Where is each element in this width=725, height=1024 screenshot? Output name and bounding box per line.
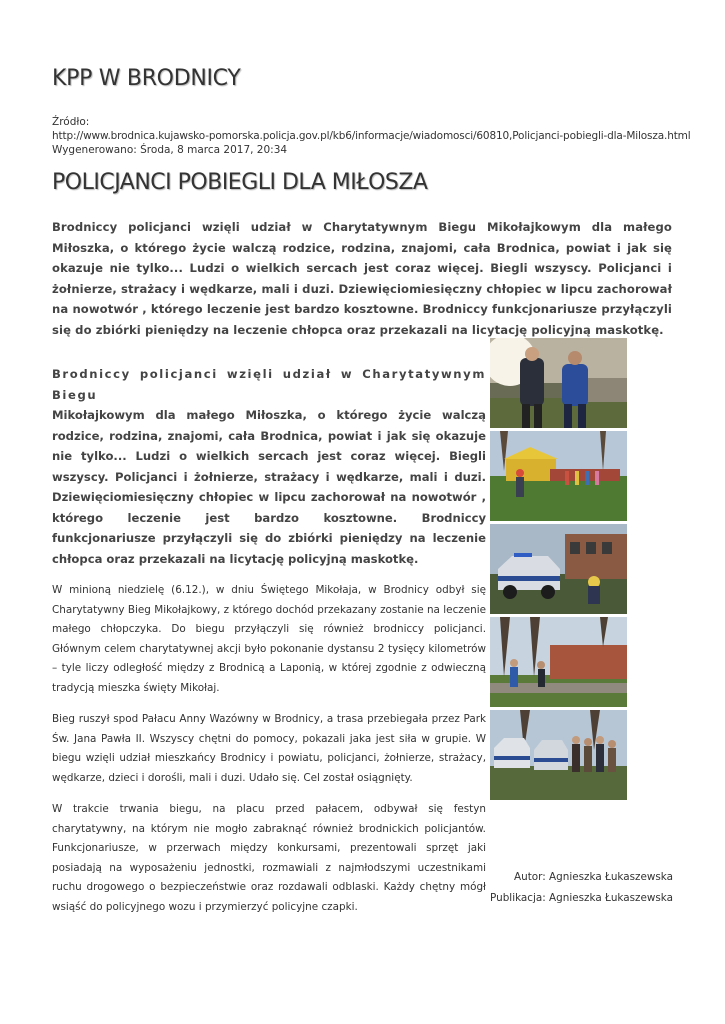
source-meta <box>52 115 691 157</box>
author: Autor: Agnieszka Łukaszewska <box>514 871 673 883</box>
article-credits <box>490 867 673 909</box>
source-label: Źródło: <box>52 116 90 128</box>
article-lead: Brodniccy policjanci wzięli udział w Charytatywnym Biegu Mikołajkowym dla małego Miłoszka, o którego życie walczą rodzice, rodzina, znajomi, cała Brodnica, powiat i jak się okazuje nie tylko... Ludzi o wielkich sercach jest coraz więcej. Biegli wszyscy. Policjanci i żołnierze, strażacy i wędkarze, mali i duzi. Dziewięciomiesięczny chłopiec w lipcu zachorował na nowotwór , którego leczenie jest bardzo kosztowne. Brodniccy funkcjonariusze przyłączyli się do zbiórki pieniędzy na leczenie chłopca oraz przekazali na licytację policyjną maskotkę. <box>52 220 672 337</box>
photo-gallery <box>490 338 627 803</box>
article-intro: Mikołajkowym dla małego Miłoszka, o którego życie walczą rodzice, rodzina, znajomi, cała Brodnica, powiat i jak się okazuje nie tylko... Ludzi o wielkich sercach jest coraz więcej. Biegli wszyscy. Policjanci i żołnierze, strażacy i wędkarze, mali i duzi. Dziewięciomiesięczny chłopiec w lipcu zachorował na nowotwór , którego leczenie jest bardzo kosztowne. Brodniccy funkcjonariusze przyłączyli się do zbiórki pieniędzy na leczenie chłopca oraz przekazali na licytację policyjną maskotkę. <box>52 408 486 566</box>
article-paragraph-1: W minioną niedzielę (6.12.), w dniu Świętego Mikołaja, w Brodnicy odbył się Charytatywny Bieg Mikołajkowy, z którego dochód przekazany zostanie na leczenie małego chłopczyka. Do biegu przyłączyli się również brodniccy policjanci. Głównym celem charytatywnej akcji było pokonanie dystansu 2 tysięcy kilometrów – tyle liczy odległość między z Brodnicą a Laponią, w której zgodnie z odwieczną tradycją mieszka święty Mikołaj. <box>52 584 486 694</box>
photo-park[interactable] <box>490 617 627 707</box>
generated-date: Wygenerowano: Środa, 8 marca 2017, 20:34 <box>52 144 288 156</box>
photo-runners[interactable] <box>490 338 627 428</box>
article-intro-first-line: Brodniccy policjanci wzięli udział w Charytatywnym Biegu <box>52 367 486 402</box>
photo-police-car[interactable] <box>490 524 627 614</box>
article-title: POLICJANCI POBIEGLI DLA MIŁOSZA <box>52 170 428 195</box>
article-paragraph-3: W trakcie trwania biegu, na placu przed pałacem, odbywał się festyn charytatywny, na którym nie mogło zabraknąć również brodnickich policjantów. Funkcjonariusze, w przerwach między konkursami, prezentowali sprzęt jaki posiadają na wyposażeniu jednostki, rozmawiali z najmłodszymi uczestnikami ruchu drogowego o bezpieczeństwie oraz rozdawali odblaski. Każdy chętny mógł wsiąść do policyjnego wozu i przymierzyć policyjne czapki. <box>52 803 486 913</box>
article-paragraph-2: Bieg ruszył spod Pałacu Anny Wazówny w Brodnicy, a trasa przebiegała przez Park Św. Jana Pawła II. Wszyscy chętni do pomocy, pokazali jaka jest siła w grupie. W biegu wzięli udział mieszkańcy Brodnicy i powiatu, policjanci, żołnierze, strażacy, wędkarze, dzieci i dorośli, mali i duzi. Udało się. Cel został osiągnięty. <box>52 713 486 784</box>
photo-crowd[interactable] <box>490 710 627 800</box>
article-body <box>52 364 486 929</box>
photo-festival[interactable] <box>490 431 627 521</box>
publication: Publikacja: Agnieszka Łukaszewska <box>490 892 673 904</box>
site-title: KPP W BRODNICY <box>52 66 241 91</box>
source-url-link[interactable]: http://www.brodnica.kujawsko-pomorska.policja.gov.pl/kb6/informacje/wiadomosci/60810,Policjanci-pobiegli-dla-Milosza.html <box>52 130 691 142</box>
